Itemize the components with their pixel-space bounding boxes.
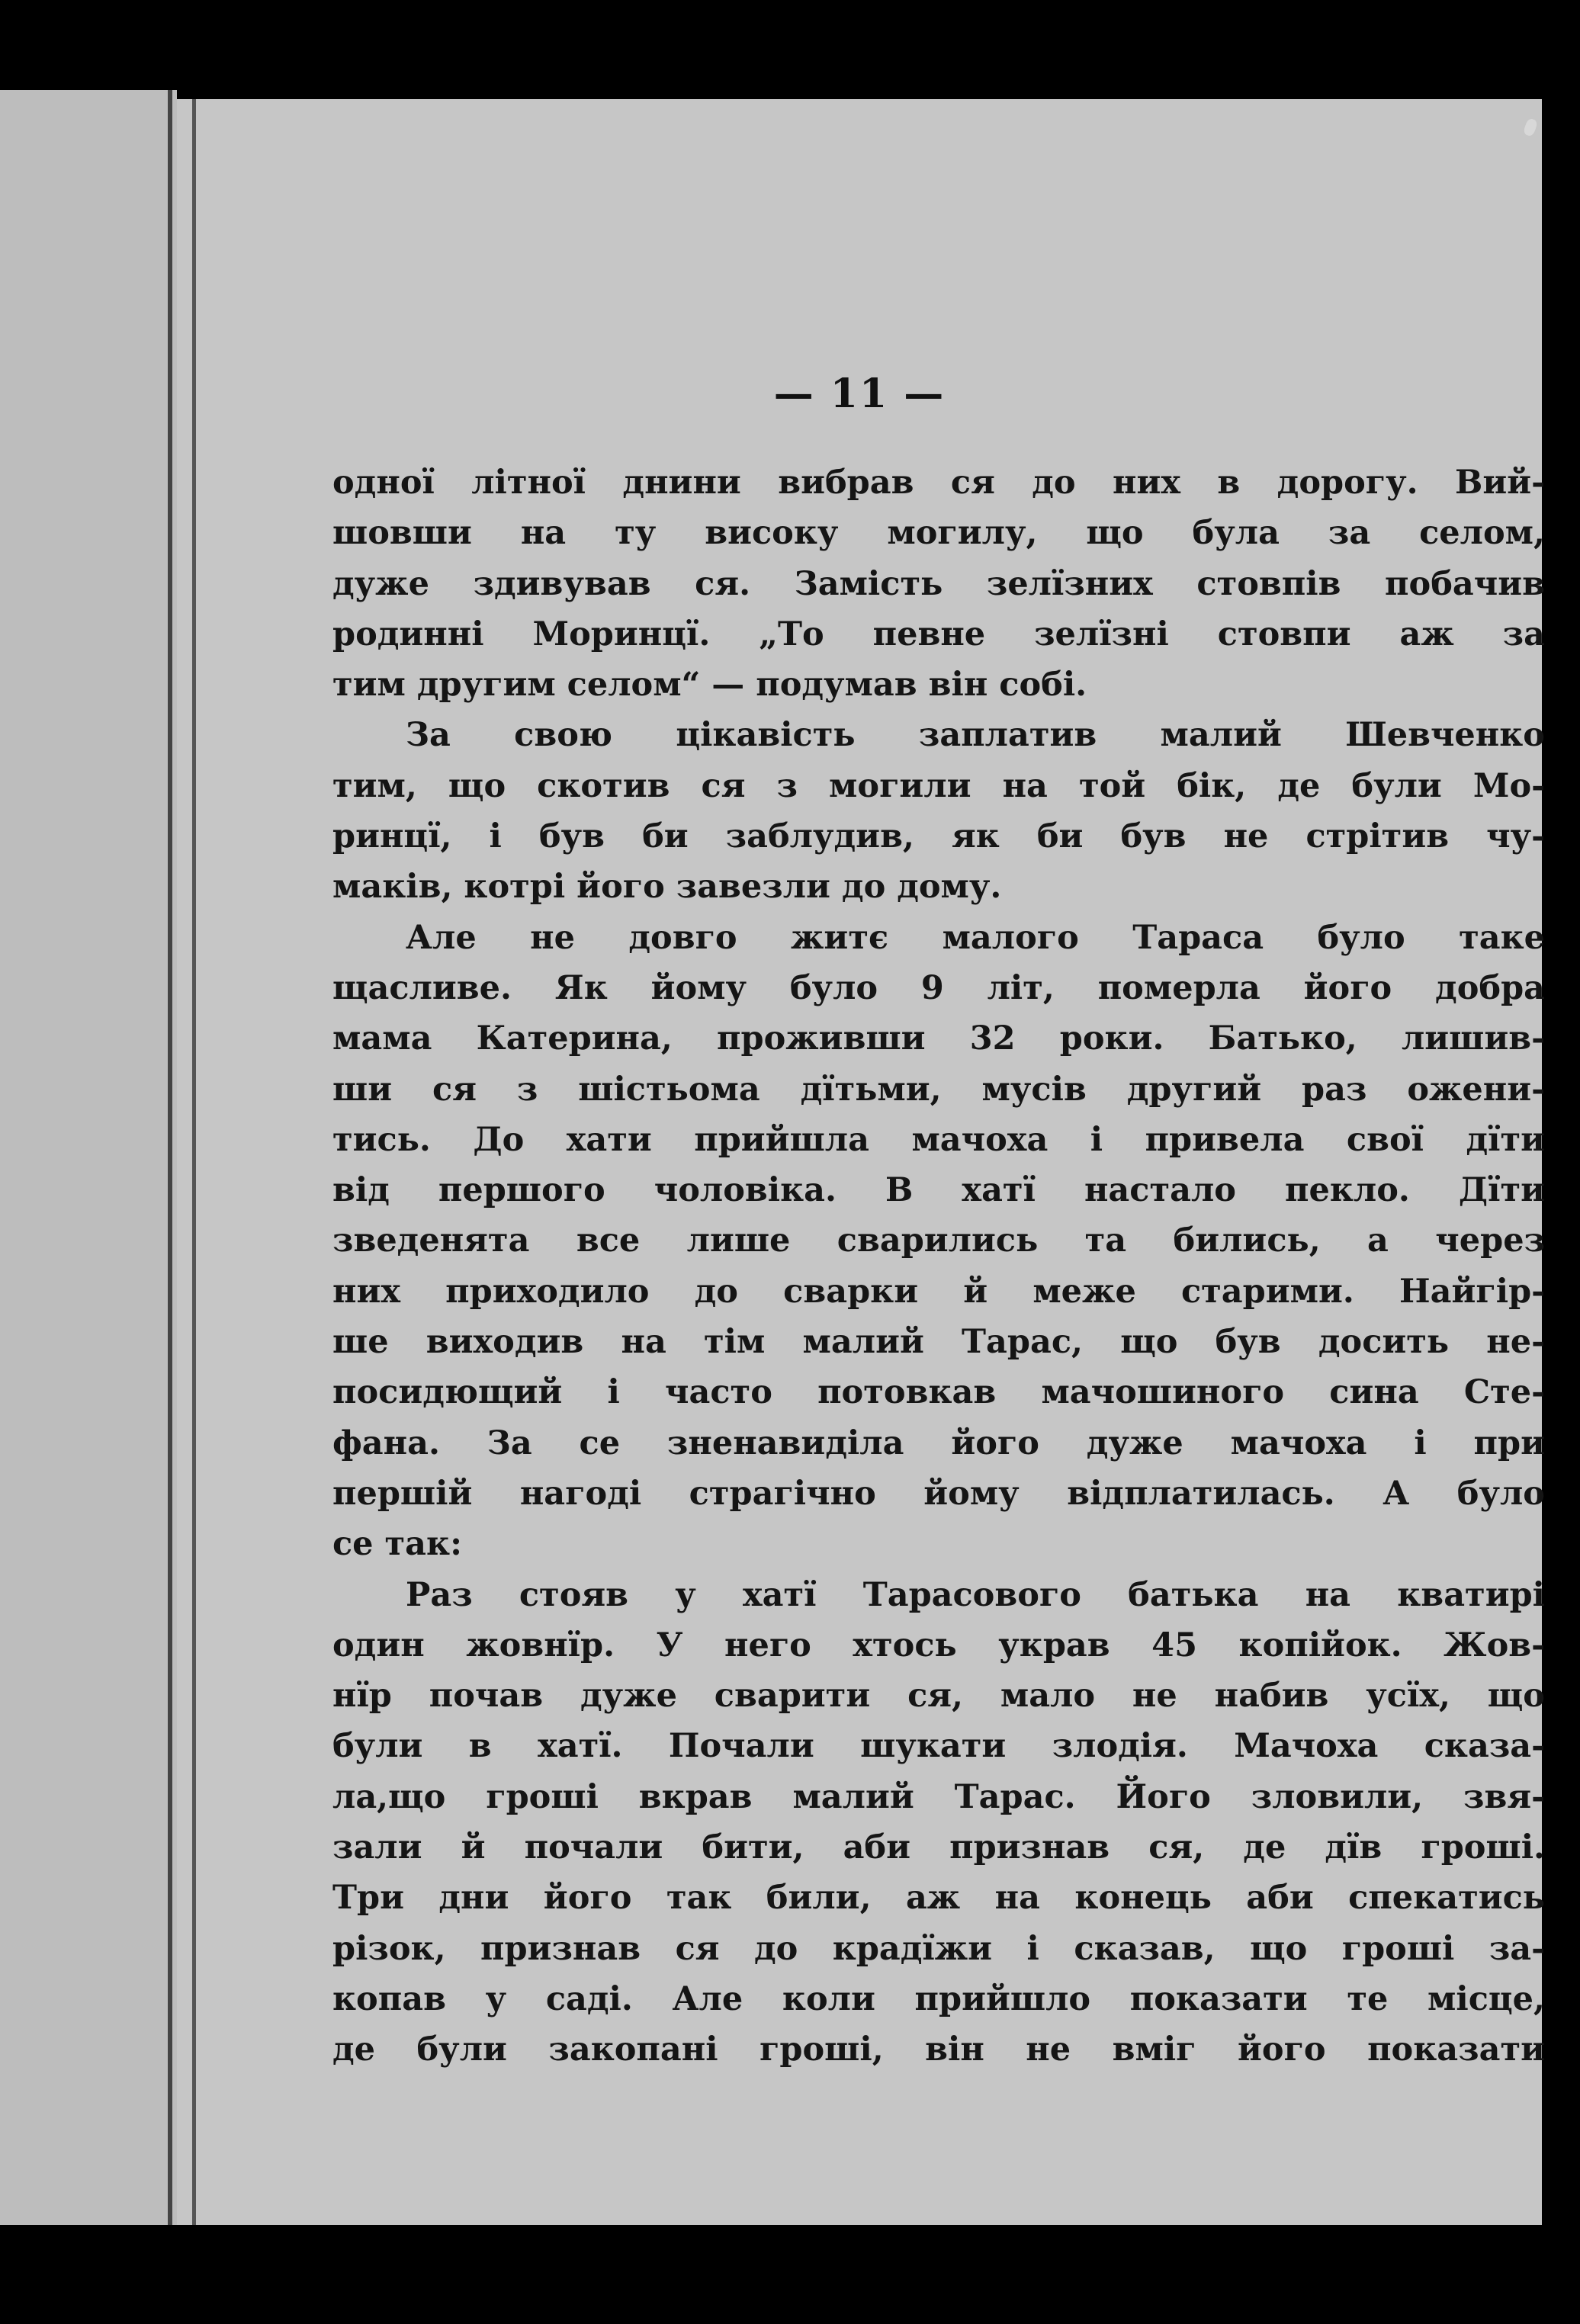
text-line: де були закопані гроші, він не вміг його показати (332, 2030, 1545, 2069)
text-line: них приходило до сварки й меже старими. Найгір- (332, 1272, 1545, 1311)
text-line: Раз стояв у хатї Тарасового батька на кватирі (406, 1575, 1545, 1614)
text-line: тим, що скотив ся з могили на той бік, де були Мо- (332, 766, 1545, 805)
page-fold-line (168, 90, 172, 2225)
text-line: Три дни його так били, аж на конець аби спекатись (332, 1879, 1545, 1918)
text-line: нїр почав дуже сварити ся, мало не набив усїх, що (332, 1677, 1545, 1716)
text-line: ла,що гроші вкрав малий Тарас. Його зловили, звя- (332, 1777, 1545, 1816)
text-line: посидющий і часто потовкав мачошиного сина Сте- (332, 1373, 1545, 1412)
text-line: копав у саді. Але коли прийшло показати те місце, (332, 1979, 1545, 2018)
gutter-shadow (192, 99, 196, 2225)
text-line: ше виходив на тім малий Тарас, що був досить не- (332, 1323, 1545, 1362)
text-line: зали й почали бити, аби признав ся, де дїв гроші. (332, 1828, 1545, 1867)
text-line: першій нагоді страгічно йому відплатилась. А було (332, 1474, 1545, 1513)
text-line: мама Катерина, проживши 32 роки. Батько, лишив- (332, 1019, 1545, 1058)
text-line: тим другим селом“ — подумав він собі. (332, 666, 1087, 705)
text-line: родинні Моринцї. „То певне зелїзні стовпи аж за (332, 615, 1545, 653)
body-text (332, 457, 1545, 2075)
text-line: були в хатї. Почали шукати злодія. Мачоха сказа- (332, 1727, 1545, 1766)
text-line: ши ся з шістьома дїтьми, мусів другий раз ожени- (332, 1070, 1545, 1109)
text-line: тись. До хати прийшла мачоха і привела свої дїти (332, 1120, 1545, 1159)
paper-speck (1523, 117, 1539, 136)
adjacent-page-edge (0, 90, 177, 2225)
text-line: ринцї, і був би заблудив, як би був не стрітив чу- (332, 817, 1545, 856)
text-line: дуже здивував ся. Замість зелїзних стовпів побачив (332, 564, 1545, 603)
book-page (177, 99, 1545, 2225)
text-line: зведенята все лише сварились та бились, а через (332, 1221, 1545, 1260)
page-number: — 11 — (773, 371, 946, 417)
text-line: За свою цікавість заплатив малий Шевченко (406, 716, 1545, 755)
text-line: маків, котрі його завезли до дому. (332, 868, 1002, 907)
text-line: від першого чоловіка. В хатї настало пекло. Дїти (332, 1171, 1545, 1210)
text-line: одної літної днини вибрав ся до них в дорогу. Вий- (332, 464, 1545, 502)
text-line: щасливе. Як йому було 9 літ, померла його добра (332, 968, 1545, 1007)
text-line: шовши на ту високу могилу, що була за селом, (332, 514, 1545, 553)
text-line: фана. За се зненавиділа його дуже мачоха і при (332, 1424, 1545, 1462)
text-line: різок, признав ся до крадїжи і сказав, що гроші за- (332, 1929, 1545, 1968)
text-line: один жовнїр. У него хтось украв 45 копійок. Жов- (332, 1626, 1545, 1664)
text-line: се так: (332, 1525, 462, 1564)
text-line: Але не довго житє малого Тараса було таке (406, 918, 1545, 957)
